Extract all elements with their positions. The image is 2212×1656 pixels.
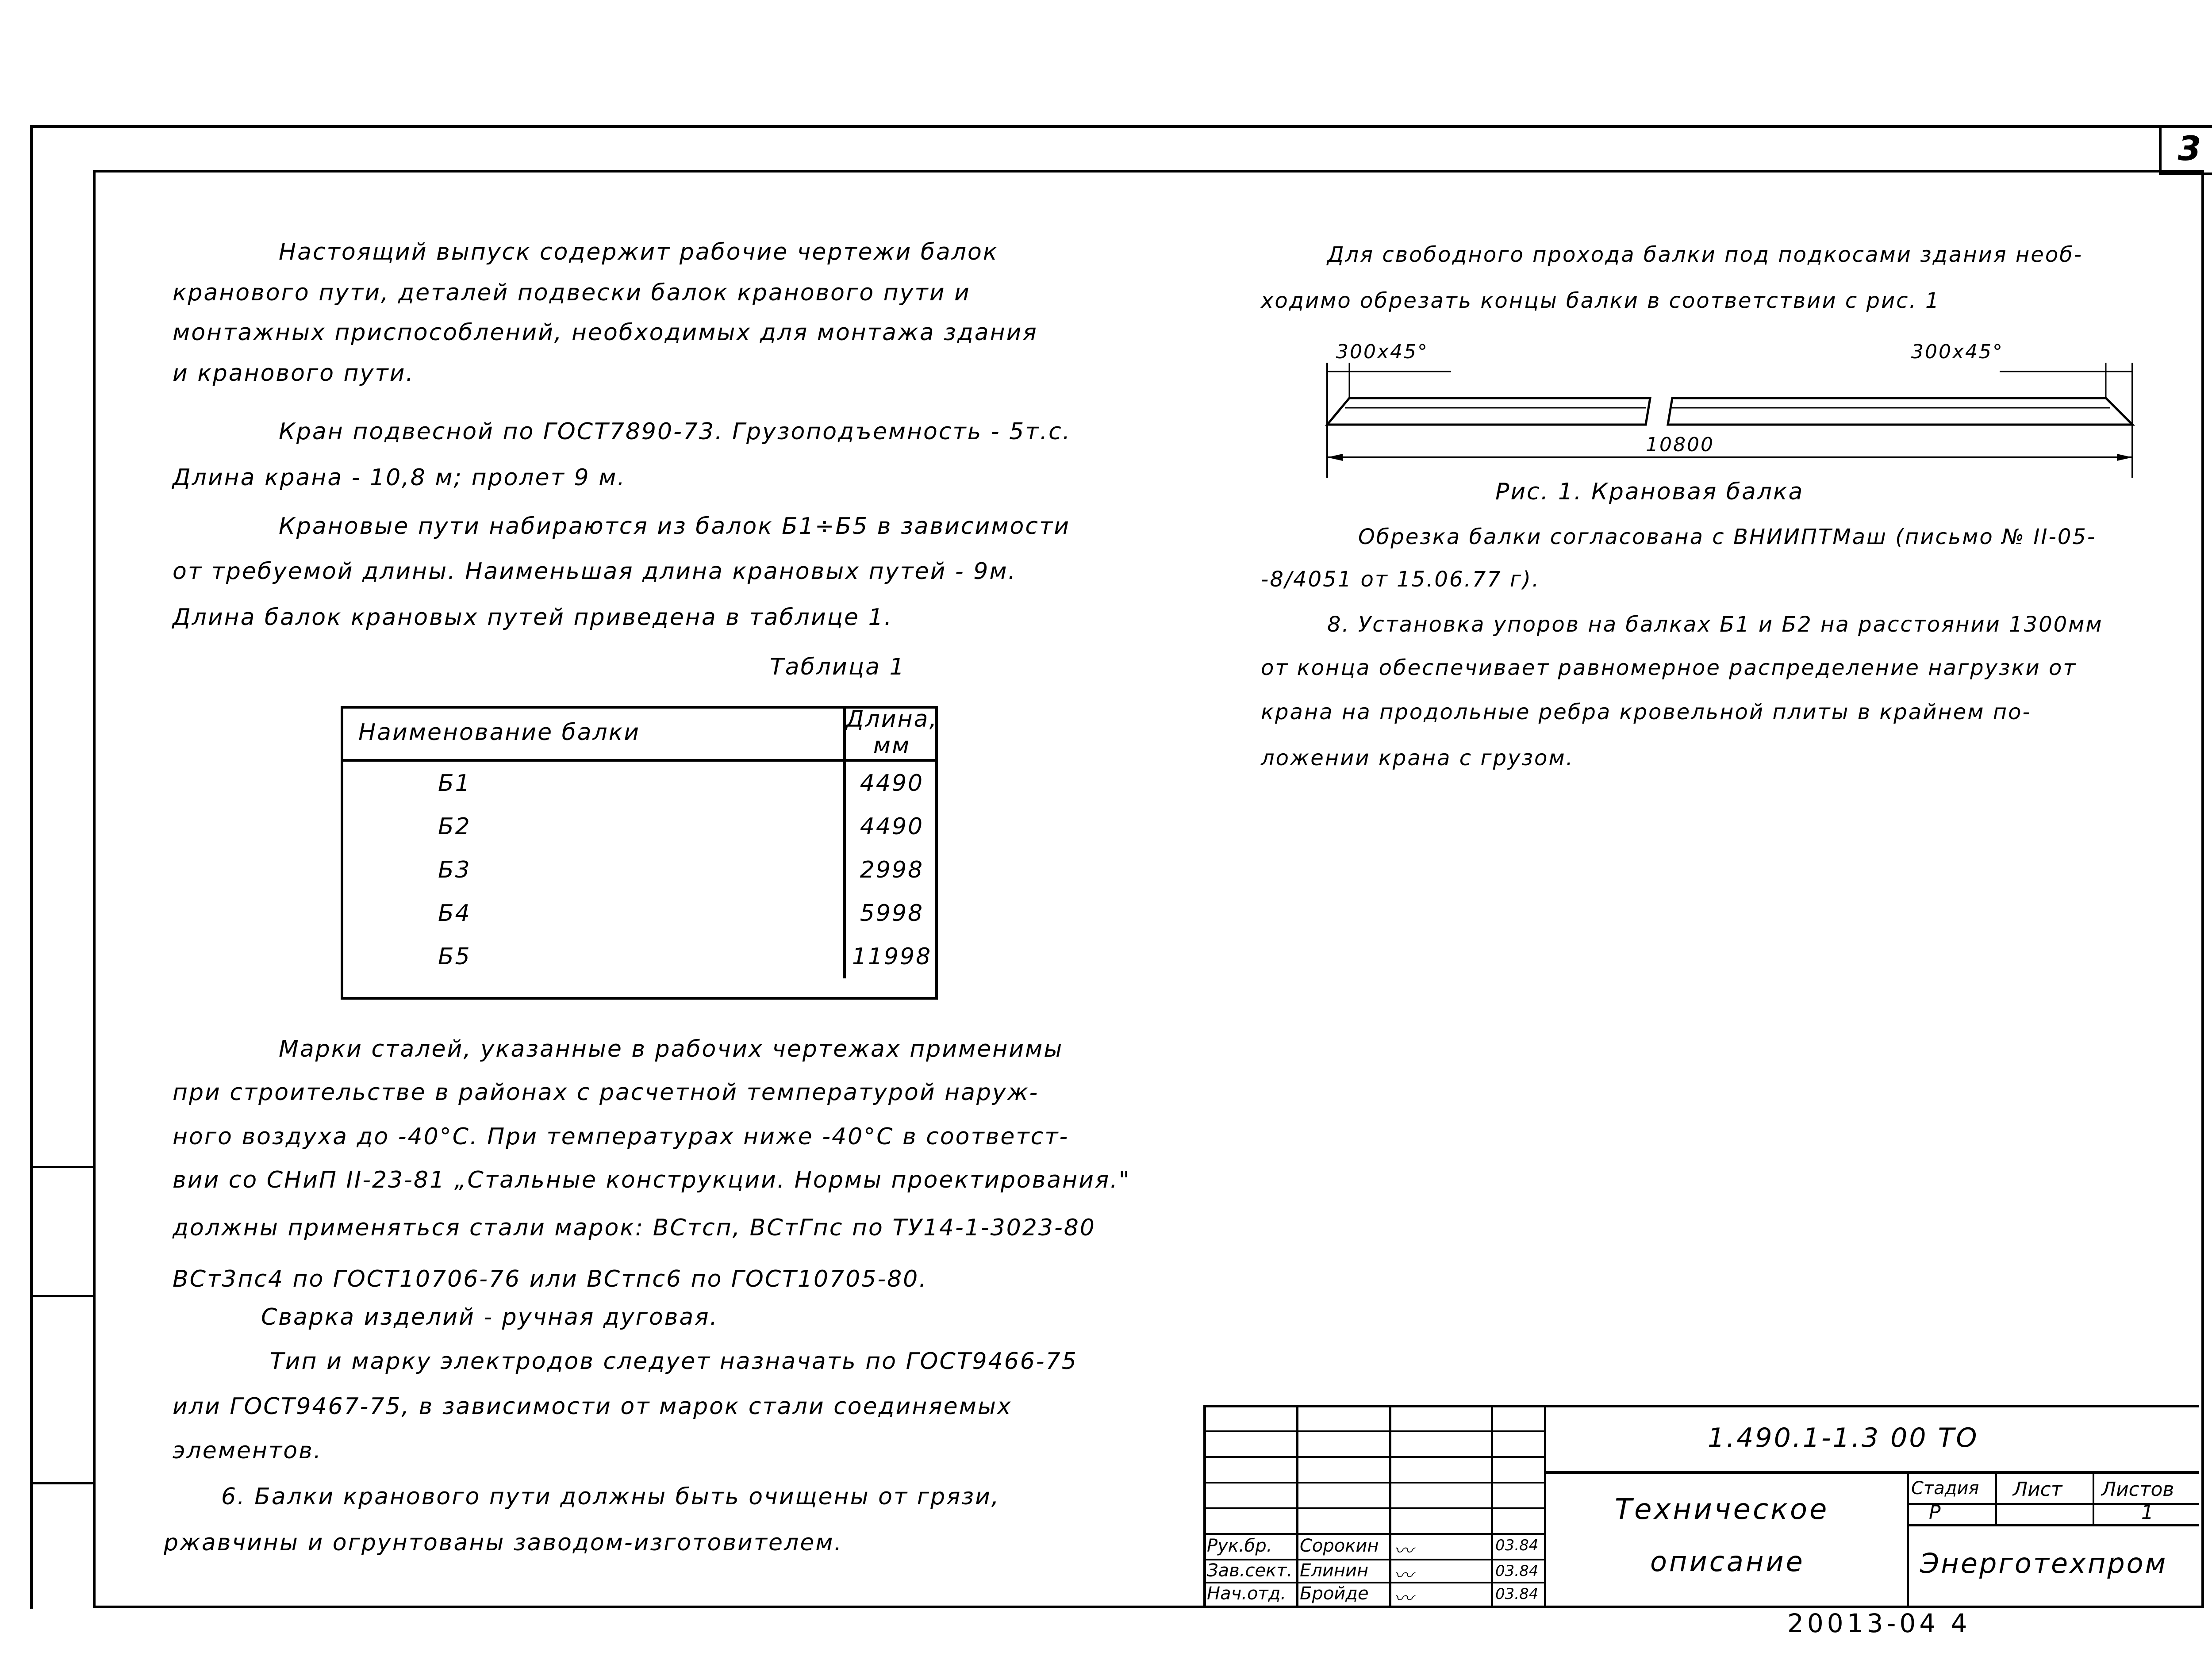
- text-line: от конца обеспечивает равномерное распределение нагрузки от: [1261, 656, 2077, 680]
- text-line: элементов.: [173, 1438, 323, 1464]
- text-line: 6. Балки кранового пути должны быть очищены от грязи,: [221, 1484, 1000, 1510]
- table-row: [341, 848, 938, 892]
- table-cell: Б1: [438, 770, 471, 797]
- signature-mark: 〰: [1394, 1587, 1413, 1610]
- signature-mark: 〰: [1394, 1540, 1413, 1562]
- signature-role: Нач.отд.: [1207, 1583, 1286, 1604]
- stage-value: Р: [1929, 1501, 1941, 1524]
- column-header: Наименование балки: [341, 706, 845, 760]
- table-caption: Таблица 1: [770, 654, 906, 680]
- sheet-number-box: [2159, 125, 2212, 175]
- column-header: Длина, мм: [845, 706, 938, 760]
- table-cell: Б3: [438, 857, 471, 883]
- text-line: ложении крана с грузом.: [1261, 746, 1574, 770]
- text-line: ходимо обрезать концы балки в соответствии с рис. 1: [1261, 288, 1940, 313]
- sheet-number: 3: [2177, 129, 2201, 168]
- signature-date: 03.84: [1495, 1585, 1539, 1603]
- signature-role: Рук.бр.: [1207, 1536, 1272, 1556]
- signature-mark: 〰: [1394, 1564, 1413, 1587]
- signature-date: 03.84: [1495, 1562, 1539, 1580]
- text-line: должны применяться стали марок: ВСтсп, ВСтГпс по ТУ14-1-3023-80: [173, 1215, 1096, 1241]
- text-line: Кран подвесной по ГОСТ7890-73. Грузоподъемность - 5т.с.: [279, 418, 1071, 445]
- text-line: крана на продольные ребра кровельной плиты в крайнем по-: [1261, 700, 2032, 724]
- text-line: Длина балок крановых путей приведена в таблице 1.: [173, 604, 893, 631]
- table-row: [341, 892, 938, 935]
- margin-mark: [30, 1166, 96, 1168]
- table-cell: 11998: [845, 935, 938, 978]
- signature-name: Бройде: [1300, 1583, 1369, 1604]
- text-line: Тип и марку электродов следует назначать по ГОСТ9466-75: [270, 1348, 1078, 1375]
- crane-beam-drawing: [1318, 345, 2150, 487]
- table-cell: Б5: [438, 943, 471, 970]
- margin-mark: [30, 1482, 96, 1484]
- signature-name: Елинин: [1300, 1560, 1369, 1581]
- table-row: [341, 805, 938, 848]
- table-row: [341, 760, 938, 805]
- text-line: Настоящий выпуск содержит рабочие чертежи балок: [279, 239, 998, 265]
- text-line: Крановые пути набираются из балок Б1÷Б5 в зависимости: [279, 513, 1071, 540]
- stage-label: Стадия: [1911, 1478, 1979, 1499]
- document-code: 1.490.1-1.3 00 ТО: [1708, 1422, 1979, 1453]
- text-line: вии со СНиП II-23-81 „Стальные конструкции. Нормы проектирования.": [173, 1167, 1131, 1193]
- text-line: -8/4051 от 15.06.77 г).: [1261, 567, 1540, 592]
- text-line: Обрезка балки согласована с ВНИИПТМаш (письмо № II-05-: [1358, 525, 2097, 549]
- table-header-row: [341, 706, 938, 760]
- title-block: [1203, 1405, 2199, 1610]
- table-cell: Б4: [438, 900, 471, 927]
- text-line: при строительстве в районах с расчетной температурой наруж-: [173, 1079, 1039, 1106]
- table-row: [341, 935, 938, 978]
- text-line: монтажных приспособлений, необходимых для монтажа здания: [173, 319, 1038, 346]
- text-line: 8. Установка упоров на балках Б1 и Б2 на расстоянии 1300мм: [1327, 612, 2103, 637]
- signature-date: 03.84: [1495, 1537, 1539, 1554]
- table-cell: 5998: [845, 892, 938, 935]
- text-line: и кранового пути.: [173, 360, 415, 387]
- dimension-left: 300х45°: [1336, 341, 1429, 363]
- sheets-label: Листов: [2101, 1478, 2174, 1501]
- figure-caption: Рис. 1. Крановая балка: [1495, 479, 1804, 505]
- text-line: Длина крана - 10,8 м; пролет 9 м.: [173, 464, 626, 491]
- document-title-line2: описание: [1650, 1545, 1805, 1578]
- sheet-label: Лист: [2013, 1478, 2062, 1501]
- text-line: от требуемой длины. Наименьшая длина крановых путей - 9м.: [173, 558, 1017, 585]
- table-cell: Б2: [438, 813, 471, 840]
- dimension-length: 10800: [1646, 433, 1714, 456]
- table-cell: 2998: [845, 848, 938, 892]
- beams-table: [341, 706, 938, 978]
- table-cell: 4490: [845, 760, 938, 805]
- text-line: Для свободного прохода балки под подкосами здания необ-: [1327, 242, 2083, 267]
- sheets-value: 1: [2141, 1501, 2154, 1524]
- text-line: ВСт3пс4 по ГОСТ10706-76 или ВСтпс6 по ГОСТ10705-80.: [173, 1266, 928, 1292]
- text-line: или ГОСТ9467-75, в зависимости от марок стали соединяемых: [173, 1393, 1012, 1420]
- document-title-line1: Техническое: [1615, 1493, 1829, 1526]
- table-cell: 4490: [845, 805, 938, 848]
- dimension-right: 300х45°: [1911, 341, 2004, 363]
- text-line: ного воздуха до -40°С. При температурах ниже -40°С в соответст-: [173, 1123, 1069, 1150]
- organization: Энерготехпром: [1920, 1547, 2168, 1579]
- text-line: кранового пути, деталей подвески балок кранового пути и: [173, 280, 971, 306]
- bottom-archive-number: 20013-04 4: [1787, 1608, 1971, 1638]
- signature-role: Зав.сект.: [1207, 1560, 1293, 1581]
- signature-name: Сорокин: [1300, 1536, 1379, 1556]
- margin-mark: [30, 1295, 96, 1297]
- text-line: ржавчины и огрунтованы заводом-изготовителем.: [164, 1530, 843, 1556]
- text-line: Марки сталей, указанные в рабочих чертежах применимы: [279, 1036, 1064, 1062]
- text-line: Сварка изделий - ручная дуговая.: [261, 1304, 719, 1330]
